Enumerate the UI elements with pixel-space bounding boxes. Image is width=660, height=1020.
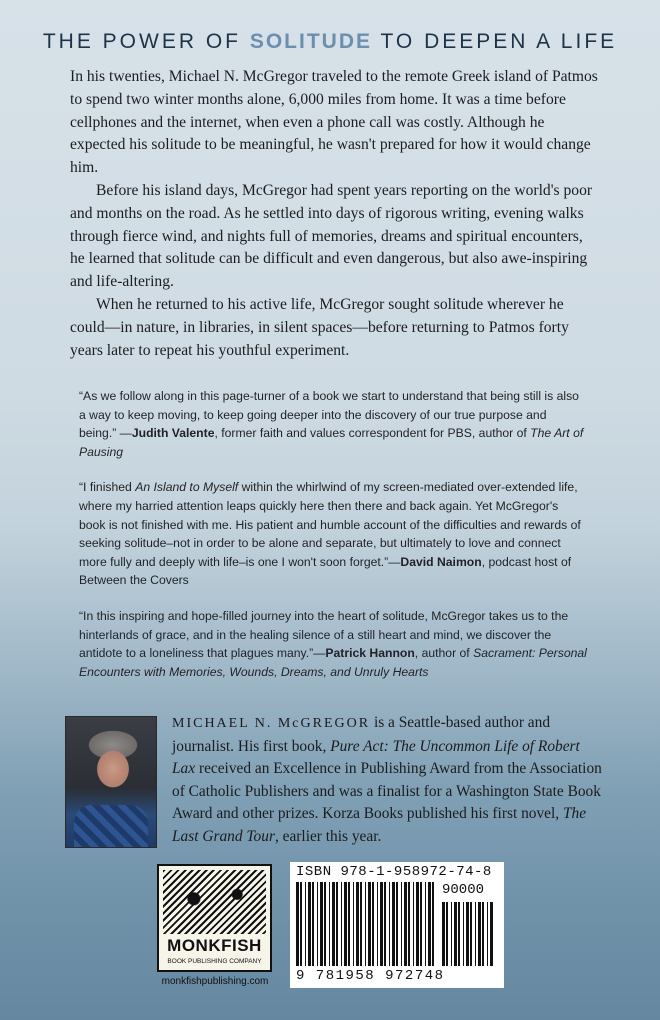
quote-author-work: The Art of Pausing [79, 426, 584, 459]
publisher-brand: MONKFISH [167, 936, 262, 955]
author-photo-shirt [74, 805, 148, 847]
endorsement-quote [79, 387, 587, 461]
headline-start: THE POWER OF [42, 30, 250, 53]
quote-book-title: An Island to Myself [135, 480, 239, 495]
quote-author-role: , author of [414, 646, 474, 661]
book-description [70, 66, 598, 362]
isbn-barcode [290, 862, 504, 988]
quote-dash: — [313, 646, 326, 661]
description-paragraph: When he returned to his active life, McGregor sought solitude wherever he could—in nature, in libraries, in silent spaces—before returning to Patmos forty years later to repeat his youthful experiment. [70, 295, 569, 359]
quote-author-role: , podcast host of Between the Covers [79, 554, 572, 588]
bio-book-title: Pure Act: The Uncommon Life of Robert Lax [172, 737, 580, 778]
headline-end: TO DEEPEN A LIFE [372, 30, 618, 53]
quote-text: “As we follow along in this page-turner of a book we start to understand that being still is also a way to keep moving, to keep going deeper into the discovery of our true purpose and being.” [79, 389, 579, 441]
quote-text: “In this inspiring and hope-filled journey into the heart of solitude, McGregor takes us to the hinterlands of grace, and in the healing silence of a still heart and mind, we discover the antidote to a loneliness that plagues many.” [79, 608, 569, 661]
quote-author: Patrick Hannon [325, 646, 415, 661]
quote-text-start: “I finished [79, 480, 136, 495]
bio-text: is a Seattle-based author and journalist. His first book, [172, 714, 551, 755]
price-code: 90000 [442, 882, 485, 898]
quote-author: Judith Valente [131, 426, 215, 441]
bio-text: received an Excellence in Publishing Award from the Association of Catholic Publishers and was a finalist for a Washington State Book Award and other prizes. Korza Books published his first novel, [172, 760, 602, 823]
back-cover-headline [0, 30, 660, 54]
barcode-icon [296, 882, 438, 966]
monkfish-icon [163, 870, 266, 934]
author-name: MICHAEL N. McGREGOR [172, 716, 371, 731]
author-photo [66, 717, 156, 847]
endorsement-quote [79, 478, 587, 590]
endorsement-quote [79, 607, 587, 681]
quote-dash: — [119, 426, 132, 441]
author-bio [172, 712, 602, 849]
publisher-logo [157, 864, 272, 972]
headline-accent: SOLITUDE [249, 30, 373, 53]
quote-text: within the whirlwind of my screen-mediated over-extended life, where my harried attention leaps quickly here then there and back again. Yet McGregor's book is not finished with me. His patient and humble account of the difficulties and rewards of seeking solitude–not in order to be alone and separate, but ultimately to love and connect more fully and deeply with life–is one I won't soon forget.” [79, 480, 581, 569]
endorsements [79, 387, 587, 698]
description-paragraph: In his twenties, Michael N. McGregor traveled to the remote Greek island of Patmos to spend two winter months alone, 6,000 miles from home. It was a time before cellphones and the internet, when even a phone call was costly. Although he expected his solitude to be meaningful, he wasn't prepared for how it would change him. [70, 68, 598, 177]
isbn-label: ISBN 978-1-958972-74-8 [296, 864, 492, 880]
price-barcode-icon [442, 902, 494, 966]
quote-dash: — [388, 554, 401, 569]
publisher-website: monkfishpublishing.com [161, 976, 269, 987]
description-paragraph: Before his island days, McGregor had spent years reporting on the world's poor and months on the road. As he settled into days of rigorous writing, evening walks through fierce wind, and nights full of memories, dreams and spiritual encounters, he learned that solitude can be difficult and even dangerous, but also awe-inspiring and life-altering. [70, 181, 593, 291]
publisher-subtitle: BOOK PUBLISHING COMPANY [167, 958, 262, 965]
quote-author: David Naimon [400, 554, 482, 569]
bio-book-title: The Last Grand Tour [172, 805, 587, 845]
quote-author-role: , former faith and values correspondent for PBS, author of [214, 426, 531, 441]
isbn-digits: 9 781958 972748 [296, 968, 445, 984]
bio-text: , earlier this year. [274, 827, 382, 845]
quote-author-work: Sacrament: Personal Encounters with Memories, Wounds, Dreams, and Unruly Hearts [79, 646, 587, 679]
